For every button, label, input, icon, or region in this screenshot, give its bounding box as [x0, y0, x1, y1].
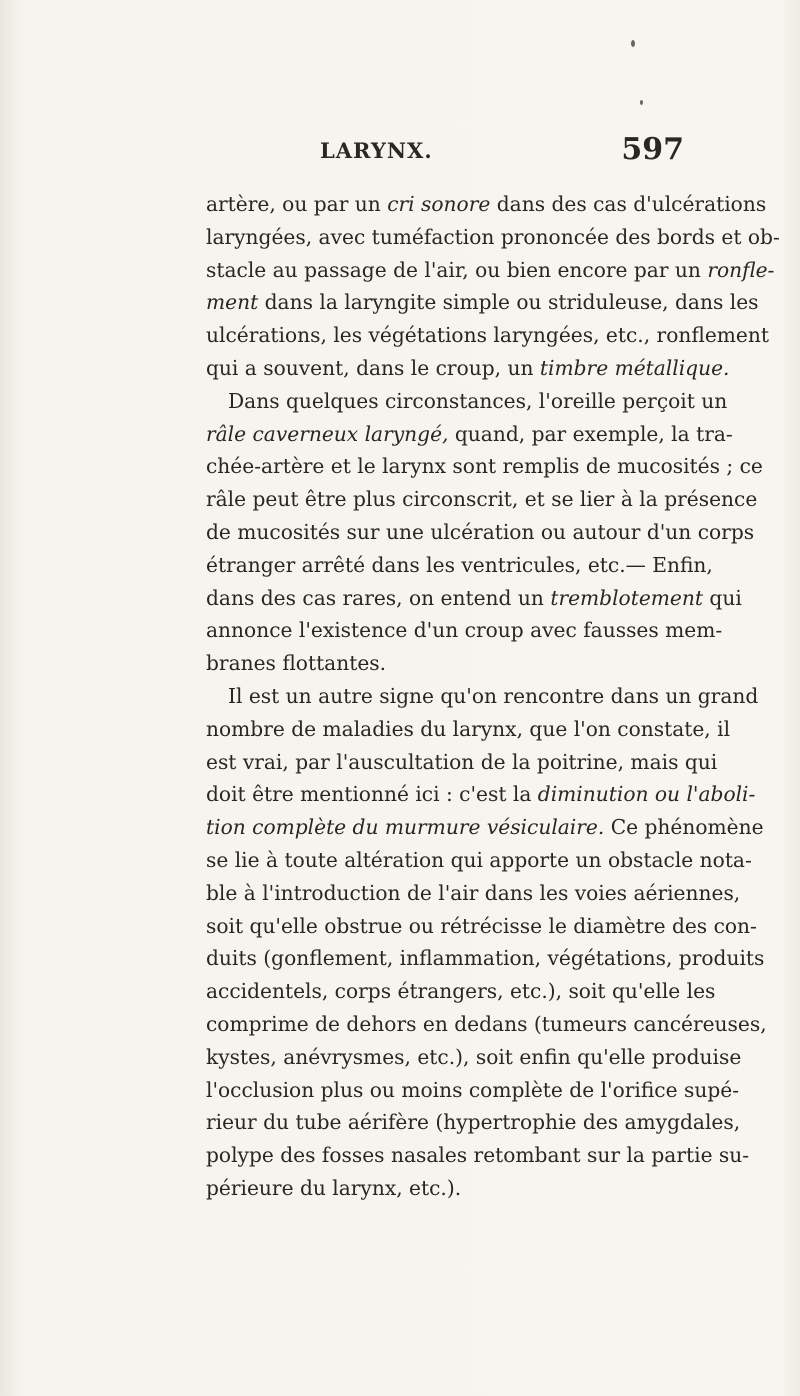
- text-line: [206, 811, 764, 844]
- text-run: périeure du larynx, etc.).: [206, 1175, 462, 1200]
- text-line: [206, 516, 755, 549]
- text-line: [206, 1041, 742, 1074]
- text-line: [206, 746, 718, 779]
- italic-phrase: tion complète du murmure vésiculaire.: [206, 815, 605, 840]
- text-run: râle peut être plus circonscrit, et se lier à la présence: [206, 487, 758, 512]
- text-run: ulcérations, les végétations laryngées, etc., ronflement: [206, 323, 769, 348]
- text-line: [206, 942, 765, 975]
- text-run: Il est un autre signe qu'on rencontre dans un grand: [228, 683, 759, 708]
- text-run: chée-artère et le larynx sont remplis de mucosités ; ce: [206, 454, 763, 479]
- text-line: [206, 614, 723, 647]
- text-run: de mucosités sur une ulcération ou autour d'un corps: [206, 519, 755, 544]
- text-run: qui: [702, 585, 742, 610]
- text-run: ble à l'introduction de l'air dans les voies aériennes,: [206, 880, 741, 905]
- ink-speck: [631, 40, 635, 47]
- text-line: [206, 1008, 767, 1041]
- text-run: dans des cas d'ulcérations: [490, 192, 767, 216]
- body-text: [206, 188, 780, 1205]
- text-line: [206, 844, 752, 877]
- text-line: [206, 549, 713, 582]
- text-run: quand, par exemple, la tra-: [448, 421, 733, 446]
- text-line: [206, 1106, 741, 1139]
- text-run: laryngées, avec tuméfaction prononcée des bords et ob-: [206, 224, 780, 249]
- ink-speck: [640, 100, 643, 105]
- text-line: [206, 877, 741, 910]
- text-run: Dans quelques circonstances, l'oreille perçoit un: [228, 388, 728, 413]
- text-line: [206, 319, 769, 352]
- text-line: [206, 385, 728, 418]
- text-run: soit qu'elle obstrue ou rétrécisse le diamètre des con-: [206, 913, 757, 938]
- text-line: [206, 254, 775, 287]
- text-line: [206, 647, 686, 680]
- text-run: Ce phénomène: [604, 815, 764, 840]
- italic-phrase: ronfle-: [707, 257, 775, 282]
- text-run: accidentels, corps étrangers, etc.), soit qu'elle les: [206, 979, 716, 1004]
- text-line: [206, 1172, 686, 1205]
- text-run: étranger arrêté dans les ventricules, etc.— Enfin,: [206, 552, 713, 577]
- page-number: 597: [621, 132, 684, 167]
- text-run: dans la laryngite simple ou striduleuse, dans les: [258, 290, 759, 315]
- italic-phrase: diminution ou l'aboli-: [537, 782, 756, 807]
- text-line: [206, 680, 759, 713]
- italic-phrase: râle caverneux laryngé,: [206, 421, 449, 446]
- text-line: [206, 713, 731, 746]
- page-header: [320, 132, 684, 172]
- text-line: [206, 975, 716, 1008]
- text-run: artère, ou par un: [206, 192, 388, 216]
- text-run: stacle au passage de l'air, ou bien encore par un: [206, 257, 708, 282]
- text-run: branes flottantes.: [206, 651, 387, 676]
- text-line: [206, 778, 756, 811]
- italic-phrase: timbre métallique.: [539, 355, 730, 380]
- text-line: [206, 483, 758, 516]
- text-run: duits (gonflement, inflammation, végétations, produits: [206, 946, 765, 971]
- text-run: doit être mentionné ici : c'est la: [206, 782, 538, 807]
- running-head: LARYNX.: [320, 138, 433, 163]
- italic-phrase: cri sonore: [387, 192, 491, 216]
- text-line: [206, 582, 742, 615]
- text-run: annonce l'existence d'un croup avec fausses mem-: [206, 618, 723, 643]
- text-line: [206, 418, 733, 451]
- text-line: [206, 188, 767, 221]
- text-run: qui a souvent, dans le croup, un: [206, 355, 540, 380]
- italic-phrase: tremblotement: [550, 585, 703, 610]
- text-run: comprime de dehors en dedans (tumeurs cancéreuses,: [206, 1011, 767, 1036]
- text-line: [206, 221, 780, 254]
- text-run: l'occlusion plus ou moins complète de l'orifice supé-: [206, 1077, 740, 1102]
- text-run: est vrai, par l'auscultation de la poitrine, mais qui: [206, 749, 718, 774]
- text-run: polype des fosses nasales retombant sur la partie su-: [206, 1143, 750, 1168]
- text-run: rieur du tube aérifère (hypertrophie des amygdales,: [206, 1110, 741, 1135]
- text-run: se lie à toute altération qui apporte un obstacle nota-: [206, 847, 752, 872]
- italic-phrase: ment: [206, 290, 259, 315]
- text-run: dans des cas rares, on entend un: [206, 585, 551, 610]
- text-line: [206, 910, 757, 943]
- text-line: [206, 352, 730, 385]
- text-line: [206, 1139, 750, 1172]
- text-line: [206, 450, 763, 483]
- text-run: nombre de maladies du larynx, que l'on constate, il: [206, 716, 731, 741]
- text-line: [206, 286, 759, 319]
- text-run: kystes, anévrysmes, etc.), soit enfin qu'elle produise: [206, 1044, 742, 1069]
- text-line: [206, 1074, 740, 1107]
